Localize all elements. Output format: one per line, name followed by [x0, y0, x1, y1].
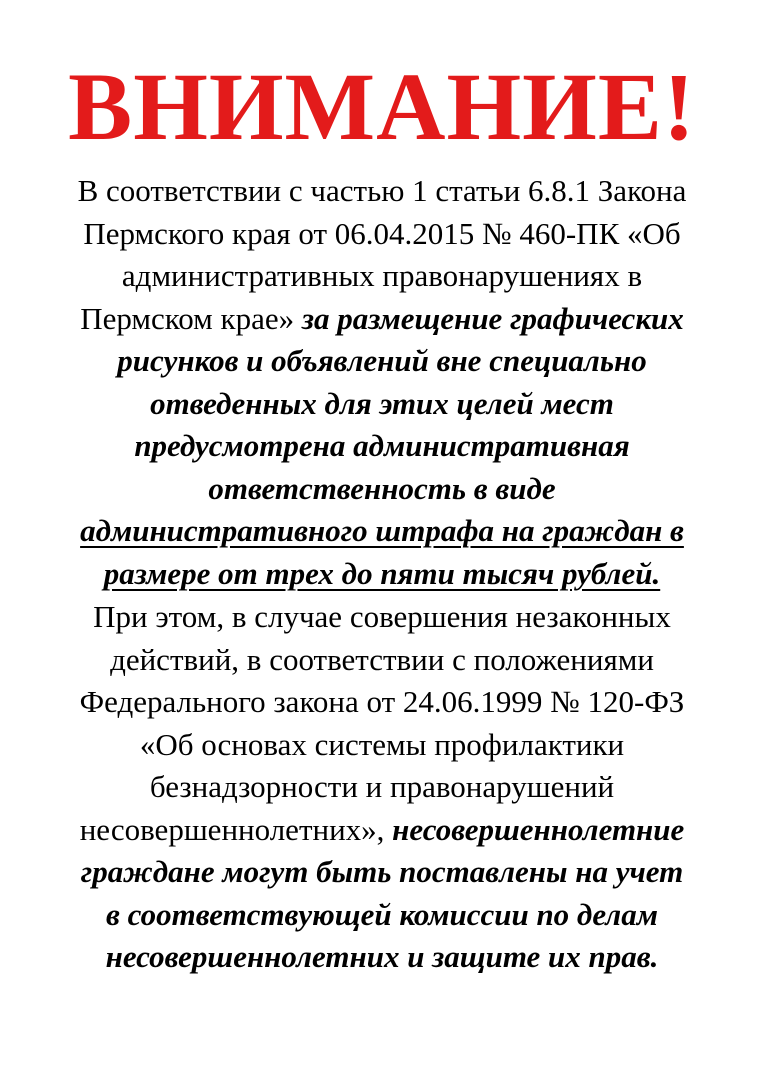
text-line: безнадзорности и правонарушений [149, 769, 615, 804]
text-line: действий, в соответствии с положениями [110, 641, 654, 677]
notice-title: ВНИМАНИЕ! [68, 53, 696, 160]
text-line-emphasis: отведенных для этих целей мест [150, 385, 614, 421]
legal-paragraph-minors [40, 596, 724, 979]
text-line: При этом, в случае совершения незаконных [93, 599, 671, 634]
text-line-emphasis: ответственность в виде [208, 470, 556, 506]
text-plain: Пермском крае» [80, 300, 295, 336]
text-line: Федерального закона от 24.06.1999 № 120-ФЗ [79, 684, 685, 719]
text-line-mixed [40, 298, 724, 341]
text-line: административных правонарушениях в [121, 258, 643, 293]
legal-paragraph-fine [40, 170, 724, 595]
text-line-emphasis: несовершеннолетних и защите их прав. [105, 939, 659, 974]
text-plain: несовершеннолетних», [79, 811, 385, 847]
text-line-emphasis: граждане могут быть поставлены на учет [80, 854, 684, 889]
text-line-emphasis: в соответствующей комиссии по делам [106, 896, 658, 932]
text-emphasis: несовершеннолетние [392, 811, 685, 847]
text-line-mixed [40, 809, 724, 852]
text-line: В соответствии с частью 1 статьи 6.8.1 Закона [77, 173, 687, 208]
text-line-emphasis: предусмотрена административная [134, 428, 630, 463]
text-line: «Об основах системы профилактики [139, 726, 625, 762]
text-line-emphasis-underlined [40, 510, 724, 553]
fine-amount-text: размере от трех до пяти тысяч рублей. [103, 555, 661, 591]
text-line-emphasis-underlined [40, 553, 724, 596]
fine-amount-text: административного штрафа на граждан в [80, 513, 684, 548]
text-emphasis: за размещение графических [301, 300, 684, 336]
text-line-emphasis: рисунков и объявлений вне специально [117, 343, 647, 378]
text-line: Пермского края от 06.04.2015 № 460-ПК «Об [83, 215, 681, 251]
